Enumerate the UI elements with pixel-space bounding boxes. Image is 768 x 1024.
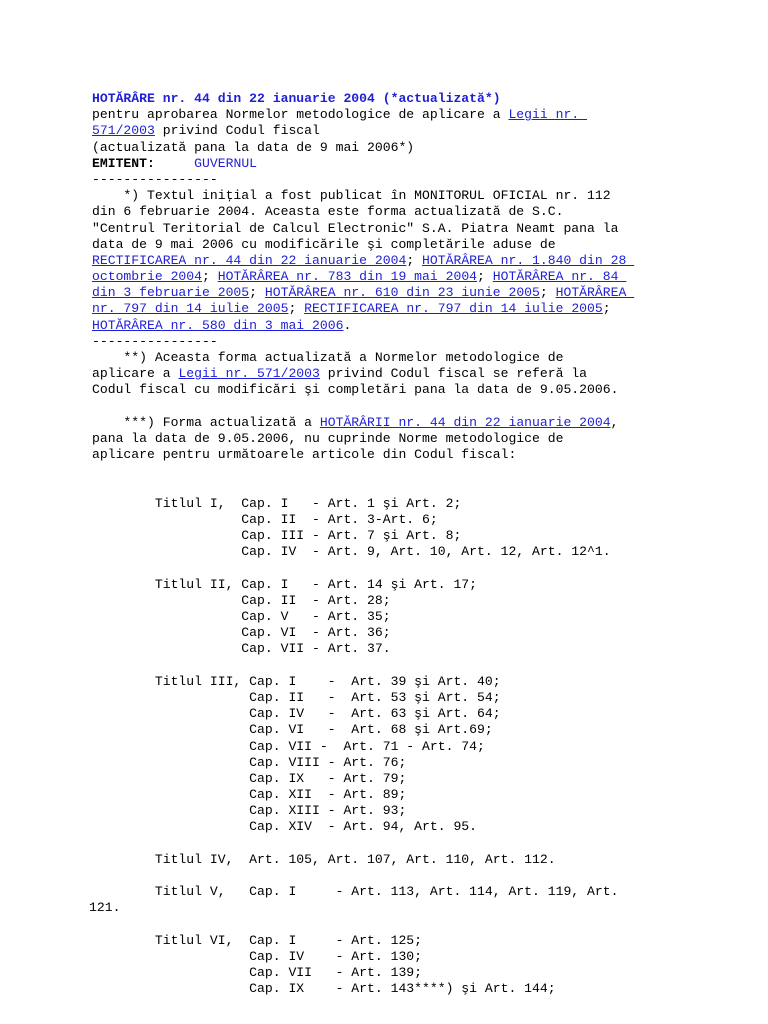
note3-line2: pana la data de 9.05.2006, nu cuprinde Norme metodologice de (92, 430, 564, 446)
title-line: Titlul I, Cap. I - Art. 1 şi Art. 2; (92, 495, 462, 511)
link-legea-571-part2[interactable]: 571/2003 (92, 123, 155, 139)
emitent-row (92, 156, 752, 172)
title-block (92, 852, 752, 868)
note1-links-line5: HOTĂRÂREA nr. 580 din 3 mai 2006. (92, 317, 352, 333)
note2-line2 (92, 366, 752, 382)
title-block (92, 674, 752, 836)
note3-line1 (92, 415, 752, 431)
title-block (92, 577, 752, 658)
title-line: Titlul IV, Art. 105, Art. 107, Art. 110, Art. 112. (92, 851, 556, 867)
title-line: Cap. V - Art. 35; (92, 609, 391, 624)
link-hotararea-797-part2[interactable]: nr. 797 din 14 iulie 2005 (92, 301, 289, 317)
note1-links-line1: RECTIFICAREA nr. 44 din 22 ianuarie 2004; HOTĂRÂREA nr. 1.840 din 28 (92, 252, 635, 268)
title-block (92, 933, 752, 998)
title-line: Cap. II - Art. 53 şi Art. 54; (92, 689, 501, 705)
title-line: Cap. VIII - Art. 76; (92, 754, 407, 770)
document-title: HOTĂRÂRE nr. 44 din 22 ianuarie 2004 (*actualizată*) (92, 91, 501, 106)
articles-list (89, 495, 752, 1014)
separator: ---------------- (92, 171, 218, 187)
title-line: 121. (89, 900, 121, 916)
title-line: Cap. XIV - Art. 94, Art. 95. (92, 819, 478, 835)
title-line: Titlul V, Cap. I - Art. 113, Art. 114, Art. 119, Art. (92, 884, 619, 900)
link-rectificarea-44[interactable]: RECTIFICAREA nr. 44 din 22 ianuarie 2004 (92, 252, 407, 268)
title-line: Cap. XII - Art. 89; (92, 787, 407, 803)
document-subtitle (92, 107, 752, 123)
title-line: Cap. II - Art. 28; (92, 592, 391, 608)
subtitle-text-2: privind Codul fiscal (154, 123, 320, 139)
title-block (89, 884, 752, 916)
note1-line2: din 6 februarie 2004. Aceasta este forma actualizată de S.C. (92, 204, 564, 220)
updated-note: (actualizată pana la data de 9 mai 2006*) (92, 139, 415, 155)
note2-line1: **) Aceasta forma actualizată a Normelor metodologice de (92, 350, 564, 365)
emitent-label: EMITENT: (92, 155, 155, 171)
link-rectificarea-797[interactable]: RECTIFICAREA nr. 797 din 14 iulie 2005 (304, 301, 603, 317)
subtitle-text: pentru aprobarea Normelor metodologice de aplicare a (92, 107, 509, 123)
link-hotararii-44[interactable]: HOTĂRÂRII nr. 44 din 22 ianuarie 2004 (319, 414, 611, 430)
title-line: Titlul II, Cap. I - Art. 14 şi Art. 17; (92, 576, 478, 592)
note1-links-line3: din 3 februarie 2005; HOTĂRÂREA nr. 610 din 23 iunie 2005; HOTĂRÂREA (92, 285, 635, 301)
title-line: Cap. IV - Art. 9, Art. 10, Art. 12, Art. 12^1. (92, 544, 611, 560)
link-hotararea-610[interactable]: HOTĂRÂREA nr. 610 din 23 iunie 2005 (264, 285, 540, 301)
title-line: Titlul III, Cap. I - Art. 39 şi Art. 40; (92, 673, 501, 689)
separator-2: ---------------- (92, 333, 218, 349)
link-hotararea-797-part1[interactable]: HOTĂRÂREA (555, 285, 635, 301)
note3-text-b: , (610, 414, 619, 430)
title-line: Cap. VI - Art. 36; (92, 625, 391, 641)
note1-links-line2: octombrie 2004; HOTĂRÂREA nr. 783 din 19 mai 2004; HOTĂRÂREA nr. 84 (92, 269, 627, 285)
emitent-value: GUVERNUL (194, 155, 258, 171)
title-line: Cap. VII - Art. 37. (92, 641, 391, 657)
title-line: Cap. II - Art. 3-Art. 6; (92, 511, 438, 527)
note2-text-b: privind Codul fiscal se referă la (319, 366, 588, 382)
title-line: Cap. VII - Art. 71 - Art. 74; (92, 738, 485, 754)
link-hotararea-1840-part2[interactable]: octombrie 2004 (92, 269, 203, 285)
note2-line3: Codul fiscal cu modificări şi completări pana la data de 9.05.2006. (92, 382, 619, 398)
title-line: Cap. IV - Art. 63 şi Art. 64; (92, 706, 501, 722)
note1-line3: "Centrul Teritorial de Calcul Electronic" S.A. Piatra Neamt pana la (92, 220, 619, 236)
document-subtitle-cont (92, 123, 752, 139)
title-block (92, 496, 752, 561)
note1-links-line4: nr. 797 din 14 iulie 2005; RECTIFICAREA nr. 797 din 14 iulie 2005; (92, 301, 611, 317)
note3-line3: aplicare pentru următoarele articole din Codul fiscal: (92, 447, 517, 463)
note3-text-a: ***) Forma actualizată a (92, 414, 320, 430)
note1-line4: data de 9 mai 2006 cu modificările şi completările aduse de (92, 236, 556, 252)
title-line: Cap. IX - Art. 79; (92, 770, 407, 786)
title-line: Cap. VII - Art. 139; (92, 965, 423, 981)
link-hotararea-84-part1[interactable]: HOTĂRÂREA nr. 84 (492, 269, 627, 285)
title-line: Cap. XIII - Art. 93; (92, 803, 407, 819)
title-line: Titlul VI, Cap. I - Art. 125; (92, 932, 423, 948)
link-hotararea-580[interactable]: HOTĂRÂREA nr. 580 din 3 mai 2006 (92, 317, 344, 333)
title-line: Cap. III - Art. 7 şi Art. 8; (92, 528, 462, 544)
link-legea-571-part1[interactable]: Legii nr. (508, 107, 588, 123)
link-legea-571-note2[interactable]: Legii nr. 571/2003 (178, 366, 320, 382)
link-hotararea-84-part2[interactable]: din 3 februarie 2005 (92, 285, 250, 301)
title-line: Cap. VI - Art. 68 şi Art.69; (92, 722, 493, 738)
note1-line1: *) Textul iniţial a fost publicat în MONITORUL OFICIAL nr. 112 (92, 188, 611, 204)
link-hotararea-1840-part1[interactable]: HOTĂRÂREA nr. 1.840 din 28 (422, 252, 635, 268)
link-hotararea-783[interactable]: HOTĂRÂREA nr. 783 din 19 mai 2004 (217, 269, 478, 285)
title-line: Cap. IX - Art. 143****) şi Art. 144; (92, 981, 556, 997)
title-line: Cap. IV - Art. 130; (92, 948, 423, 964)
note2-text-a: aplicare a (92, 366, 179, 382)
document-body (89, 91, 752, 1014)
